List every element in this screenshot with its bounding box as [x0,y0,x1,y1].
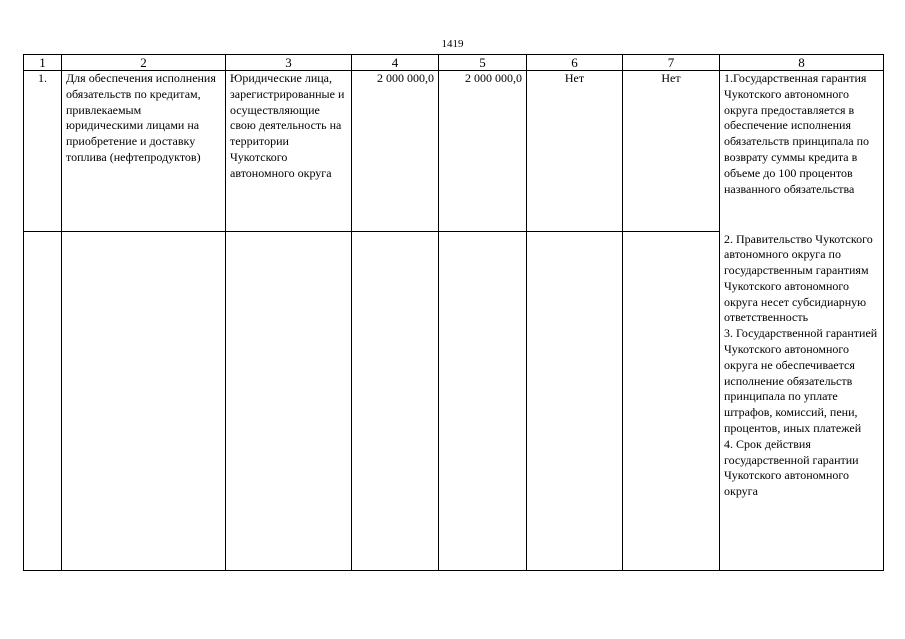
guarantee-terms-part-1 [720,71,884,232]
column-header-5: 5 [439,55,527,71]
guarantee-terms-part-2 [720,232,884,571]
column-header-8: 8 [720,55,884,71]
empty-cell [527,232,623,571]
column-header-4: 4 [352,55,439,71]
financial-check: Нет [623,71,720,232]
terms-paragraph-3: 3. Государственной гарантией Чукотского автономного округа не обеспечивается исполнение обязательств принципала по уплате штрафов, комиссий, пени, процентов, иных платежей [724,326,878,436]
recourse-right: Нет [527,71,623,232]
guarantee-purpose: Для обеспечения исполнения обязательств по кредитам, привлекаемым юридическими лицами на приобретение и доставку топлива (нефтепродуктов) [62,71,226,232]
page-number: 1419 [441,38,464,50]
column-header-1: 1 [24,55,62,71]
table-row [24,71,884,232]
empty-cell [226,232,352,571]
empty-cell [352,232,439,571]
empty-cell [24,232,62,571]
column-header-2: 2 [62,55,226,71]
guarantee-amount: 2 000 000,0 [352,71,439,232]
column-number-row [24,55,884,71]
terms-paragraph-2: 2. Правительство Чукотского автономного округа по государственным гарантиям Чукотского автономного округа несет субсидиарную ответственность [724,231,873,325]
column-header-7: 7 [623,55,720,71]
column-header-6: 6 [527,55,623,71]
empty-cell [439,232,527,571]
empty-cell [623,232,720,571]
guarantees-table [23,54,884,571]
terms-paragraph-1: 1.Государственная гарантия Чукотского автономного округа предоставляется в обеспечение исполнения обязательств принципала по возврату суммы кредита в объеме до 100 процентов названного обязательства [724,71,870,196]
empty-cell [62,232,226,571]
principal-category: Юридические лица, зарегистрированные и осуществляющие свою деятельность на территории Чукотского автономного округа [226,71,352,232]
terms-paragraph-4: 4. Срок действия государственной гарантии Чукотского автономного округа [724,436,859,499]
column-header-3: 3 [226,55,352,71]
table-row [24,232,884,571]
guarantee-amount-total: 2 000 000,0 [439,71,527,232]
row-number: 1. [24,71,62,232]
